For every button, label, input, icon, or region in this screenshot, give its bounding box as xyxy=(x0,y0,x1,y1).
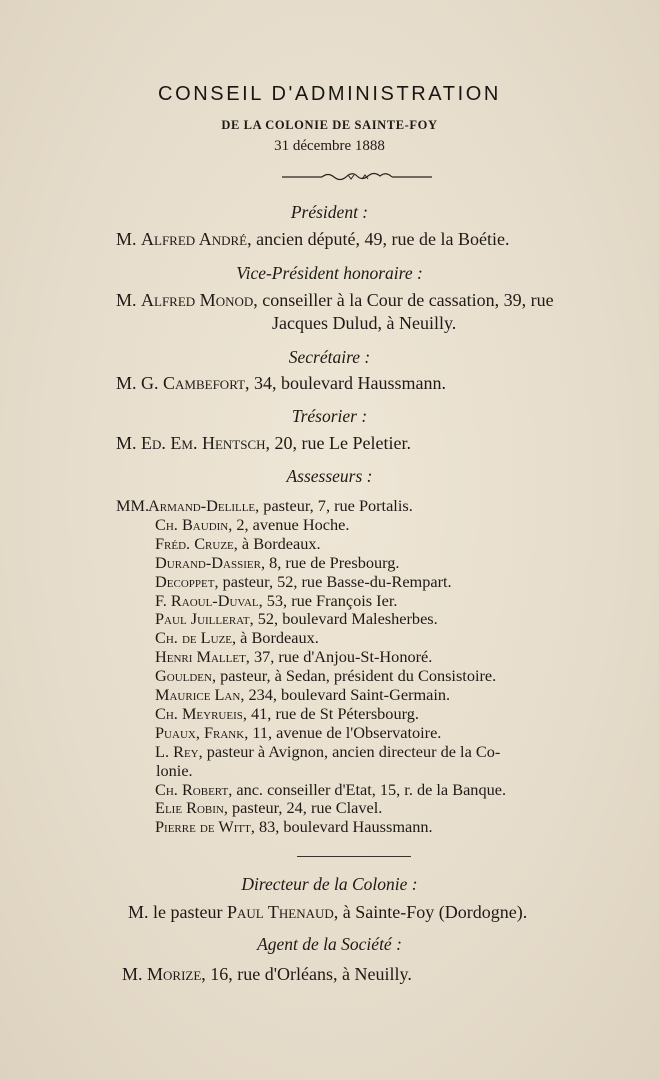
entry-details: , 83, boulevard Haussmann. xyxy=(250,817,433,837)
entry-details: , pasteur à Avignon, ancien directeur de la Co- xyxy=(198,741,501,761)
entry-details: , 11, avenue de l'Observatoire. xyxy=(244,722,442,742)
person-name: Goulden xyxy=(155,666,212,686)
entry-details: , 37, rue d'Anjou-St-Honoré. xyxy=(245,647,433,667)
entry-prefix: M. xyxy=(116,433,137,453)
entry-directeur xyxy=(128,902,527,923)
role-vice-president: Vice-Président honoraire : xyxy=(236,263,423,283)
section-divider xyxy=(297,856,411,857)
person-name: Paul Thenaud xyxy=(226,902,334,922)
page-title: CONSEIL D'ADMINISTRATION xyxy=(158,83,501,105)
entry-details: , 16, rue d'Orléans, à Neuilly. xyxy=(201,964,412,984)
person-name: Maurice Lan xyxy=(155,685,241,704)
entry-details: , à Sainte-Foy (Dordogne). xyxy=(333,902,528,922)
member-row xyxy=(155,686,450,704)
entry-vice-president-cont: Jacques Dulud, à Neuilly. xyxy=(272,313,457,333)
member-row xyxy=(155,573,452,591)
document-date: 31 décembre 1888 xyxy=(274,138,385,154)
member-row xyxy=(155,743,500,761)
person-name: Morize xyxy=(147,964,202,984)
person-name: Henri Mallet xyxy=(155,647,246,667)
entry-details: , conseiller à la Cour de cassation, 39, rue xyxy=(253,290,554,310)
entry-details: , 52, boulevard Malesherbes. xyxy=(249,609,438,629)
page-subtitle: DE LA COLONIE DE SAINTE-FOY xyxy=(221,118,438,132)
ornament-divider xyxy=(282,170,432,184)
member-row xyxy=(155,667,496,685)
entry-prefix: M. G. xyxy=(116,373,159,393)
role-directeur: Directeur de la Colonie : xyxy=(241,874,418,894)
person-name: Decoppet xyxy=(155,571,215,591)
member-row xyxy=(155,610,438,628)
entry-prefix: M. xyxy=(116,290,137,310)
person-name: Paul Juillerat xyxy=(155,609,250,629)
member-row xyxy=(155,705,419,723)
entry-prefix: M. le pasteur xyxy=(128,902,223,922)
person-name: Fréd. Cruze xyxy=(155,533,234,553)
entry-details: , 2, avenue Hoche. xyxy=(228,514,350,534)
person-name: Armand-Delille xyxy=(148,496,256,515)
entry-vice-president xyxy=(116,290,554,311)
entry-details: , 53, rue François Ier. xyxy=(258,590,398,610)
member-row xyxy=(156,762,193,780)
entry-secretaire xyxy=(116,373,446,394)
member-row xyxy=(155,724,441,742)
member-row xyxy=(155,554,399,572)
member-row xyxy=(155,781,506,799)
person-name: Durand-Dassier xyxy=(155,552,261,572)
entry-details: lonie. xyxy=(156,760,193,780)
member-row xyxy=(155,592,397,610)
entry-details: , à Bordeaux. xyxy=(232,628,319,648)
person-name: Pierre de Witt xyxy=(155,817,251,837)
person-name: Ch. de Luze xyxy=(155,628,233,648)
person-name: Elie Robin xyxy=(155,798,224,818)
entry-president xyxy=(116,229,510,250)
entry-agent xyxy=(122,964,412,985)
person-name: Puaux, Frank xyxy=(155,722,245,742)
member-row xyxy=(155,799,382,817)
entry-details: , anc. conseiller d'Etat, 15, r. de la Banque. xyxy=(228,779,507,799)
entry-details: , pasteur, 7, rue Portalis. xyxy=(255,496,413,515)
role-president: Président : xyxy=(290,202,369,222)
member-row xyxy=(155,629,319,647)
assesseurs-prefix: MM. xyxy=(116,496,150,515)
role-agent: Agent de la Société : xyxy=(257,934,402,954)
member-row xyxy=(155,648,432,666)
person-name: Alfred Monod xyxy=(141,290,254,310)
entry-details: , 234, boulevard Saint-Germain. xyxy=(240,685,451,704)
member-row xyxy=(155,535,321,553)
person-name: Alfred André xyxy=(141,229,248,249)
role-assesseurs: Assesseurs : xyxy=(286,466,373,486)
member-row xyxy=(148,497,413,515)
member-row xyxy=(155,516,349,534)
entry-details: , 41, rue de St Pétersbourg. xyxy=(242,703,419,723)
person-name: Cambefort xyxy=(163,373,246,393)
person-name: F. Raoul-Duval xyxy=(155,590,259,610)
entry-details: , 20, rue Le Peletier. xyxy=(265,433,411,453)
entry-tresorier xyxy=(116,433,411,454)
entry-details: , pasteur, 52, rue Basse-du-Rempart. xyxy=(214,571,452,591)
entry-details: , pasteur, à Sedan, président du Consistoire. xyxy=(211,666,497,686)
entry-prefix: M. xyxy=(116,229,137,249)
entry-details: , 34, boulevard Haussmann. xyxy=(245,373,446,393)
role-secretaire: Secrétaire : xyxy=(288,347,371,367)
entry-details: , pasteur, 24, rue Clavel. xyxy=(223,798,383,818)
person-name: Ch. Baudin xyxy=(155,514,229,534)
entry-details: , ancien député, 49, rue de la Boétie. xyxy=(247,229,510,249)
person-name: Ch. Meyrueis xyxy=(155,703,243,723)
member-row xyxy=(155,818,433,836)
entry-prefix: M. xyxy=(122,964,143,984)
person-name: L. Rey xyxy=(155,741,199,761)
role-tresorier: Trésorier : xyxy=(291,406,368,426)
entry-details: , à Bordeaux. xyxy=(233,533,321,553)
person-name: Ed. Em. Hentsch xyxy=(141,433,266,453)
entry-details: , 8, rue de Presbourg. xyxy=(260,552,400,572)
person-name: Ch. Robert xyxy=(155,779,229,799)
